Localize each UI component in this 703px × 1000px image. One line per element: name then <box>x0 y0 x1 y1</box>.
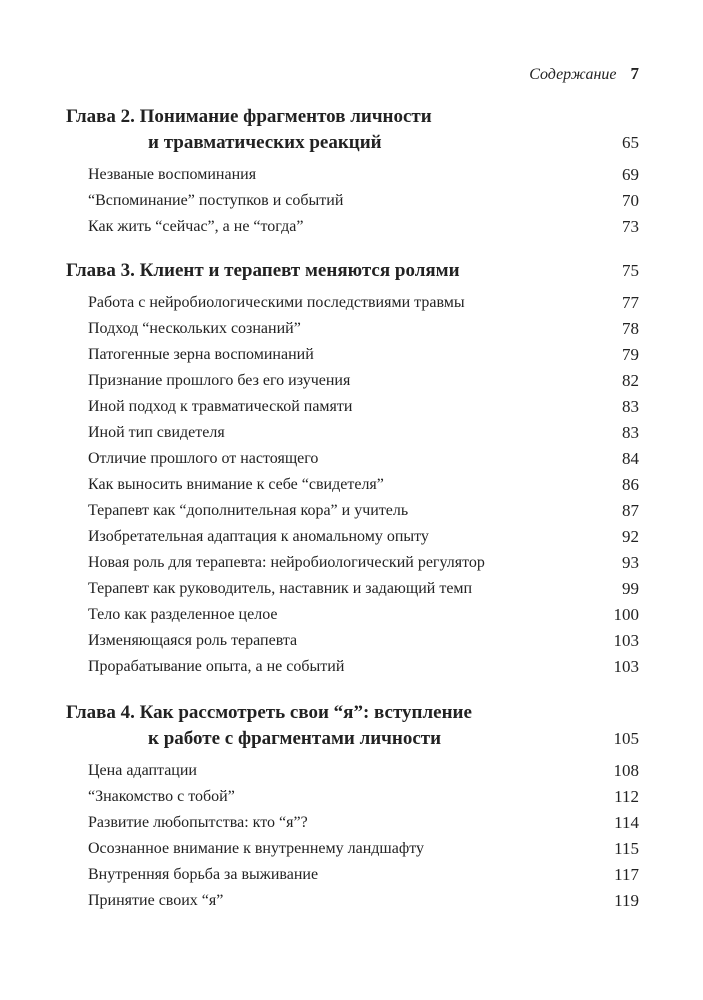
toc-entry <box>66 810 639 836</box>
toc-entry-title: “Вспоминание” поступков и событий <box>88 192 344 209</box>
toc-entry-title: Отличие прошлого от настоящего <box>88 450 319 467</box>
toc-entry-page: 82 <box>622 371 639 390</box>
chapter-3-entries <box>66 290 639 680</box>
toc-entry <box>66 316 639 342</box>
chapter-4-section <box>66 700 639 914</box>
toc-entry-page: 114 <box>614 813 639 832</box>
toc-entry-page: 84 <box>622 449 639 468</box>
toc-entry <box>66 576 639 602</box>
chapter-2-section <box>66 104 639 240</box>
toc-entry-page: 79 <box>622 345 639 364</box>
toc-entry-title: Изменяющаяся роль терапевта <box>88 632 298 649</box>
page-number: 7 <box>630 64 639 83</box>
toc-entry-page: 115 <box>614 839 639 858</box>
toc-entry <box>66 162 639 188</box>
chapter-page-number: 75 <box>622 261 639 280</box>
toc-entry-title: Работа с нейробиологическими последствиями травмы <box>88 294 465 311</box>
toc-entry <box>66 498 639 524</box>
toc-entry <box>66 524 639 550</box>
toc-entry-title: Принятие своих “я” <box>88 892 224 909</box>
toc-entry-page: 78 <box>622 319 639 338</box>
toc-entry-title: Прорабатывание опыта, а не событий <box>88 658 345 675</box>
toc-entry <box>66 888 639 914</box>
toc-entry-page: 100 <box>613 605 639 624</box>
toc-entry <box>66 628 639 654</box>
running-header <box>529 64 639 84</box>
toc-entry <box>66 784 639 810</box>
chapter-title-line-1: Глава 2. Понимание фрагментов личности <box>66 106 432 127</box>
chapter-title-line-1: Глава 3. Клиент и терапевт меняются ролями <box>66 260 460 281</box>
toc-entry <box>66 654 639 680</box>
toc-entry <box>66 188 639 214</box>
chapter-heading <box>66 258 639 284</box>
toc-entry <box>66 472 639 498</box>
toc-entry-title: Подход “нескольких сознаний” <box>88 320 301 337</box>
toc-entry-title: Иной подход к травматической памяти <box>88 398 353 415</box>
toc-entry-page: 87 <box>622 501 639 520</box>
toc-entry-title: Терапевт как “дополнительная кора” и учитель <box>88 502 409 519</box>
toc-entry <box>66 368 639 394</box>
toc-entry-page: 93 <box>622 553 639 572</box>
toc-entry-title: Терапевт как руководитель, наставник и задающий темп <box>88 580 473 597</box>
chapter-page-number: 105 <box>613 729 639 748</box>
toc-entry-title: Развитие любопытства: кто “я”? <box>88 814 308 831</box>
toc-entry-title: Тело как разделенное целое <box>88 606 278 623</box>
toc-entry <box>66 342 639 368</box>
toc-entry <box>66 214 639 240</box>
toc-entry-page: 86 <box>622 475 639 494</box>
running-header-title: Содержание <box>529 66 617 83</box>
toc-entry-title: Цена адаптации <box>88 762 197 779</box>
toc-entry-title: “Знакомство с тобой” <box>88 788 235 805</box>
toc-entry <box>66 446 639 472</box>
toc-entry <box>66 420 639 446</box>
toc-entry-title: Внутренняя борьба за выживание <box>88 866 319 883</box>
toc-entry <box>66 862 639 888</box>
toc-entry-page: 119 <box>614 891 639 910</box>
toc-entry <box>66 394 639 420</box>
toc-entry-title: Признание прошлого без его изучения <box>88 372 351 389</box>
toc-entry-title: Изобретательная адаптация к аномальному опыту <box>88 528 429 545</box>
toc-entry-page: 70 <box>622 191 639 210</box>
toc-entry <box>66 758 639 784</box>
toc-entry-page: 117 <box>614 865 639 884</box>
toc-entry-title: Новая роль для терапевта: нейробиологический регулятор <box>88 554 485 571</box>
toc-entry-page: 83 <box>622 397 639 416</box>
toc-entry-page: 99 <box>622 579 639 598</box>
chapter-2-entries <box>66 162 639 240</box>
chapter-heading <box>66 700 639 752</box>
toc-entry-page: 92 <box>622 527 639 546</box>
toc-entry-title: Патогенные зерна воспоминаний <box>88 346 314 363</box>
toc-entry-page: 103 <box>613 631 639 650</box>
chapter-3-section <box>66 258 639 680</box>
toc-entry <box>66 550 639 576</box>
toc-entry-title: Осознанное внимание к внутреннему ландшафту <box>88 840 424 857</box>
chapter-heading <box>66 104 639 156</box>
toc-entry-page: 112 <box>614 787 639 806</box>
toc-entry <box>66 836 639 862</box>
toc-entry-page: 77 <box>622 293 639 312</box>
chapter-title-line-1: Глава 4. Как рассмотреть свои “я”: вступление <box>66 702 472 723</box>
chapter-4-entries <box>66 758 639 914</box>
toc-entry-page: 103 <box>613 657 639 676</box>
toc-entry-page: 83 <box>622 423 639 442</box>
toc-entry-title: Незваные воспоминания <box>88 166 257 183</box>
toc-entry-title: Как выносить внимание к себе “свидетеля” <box>88 476 384 493</box>
toc-entry <box>66 602 639 628</box>
toc-entry-page: 69 <box>622 165 639 184</box>
chapter-title-line-2: к работе с фрагментами личности <box>148 728 442 749</box>
toc-entry-title: Иной тип свидетеля <box>88 424 225 441</box>
toc-entry-page: 108 <box>613 761 639 780</box>
toc-entry-title: Как жить “сейчас”, а не “тогда” <box>88 218 304 235</box>
toc-entry-page: 73 <box>622 217 639 236</box>
chapter-title-line-2: и травматических реакций <box>148 132 382 153</box>
toc-entry <box>66 290 639 316</box>
chapter-page-number: 65 <box>622 133 639 152</box>
